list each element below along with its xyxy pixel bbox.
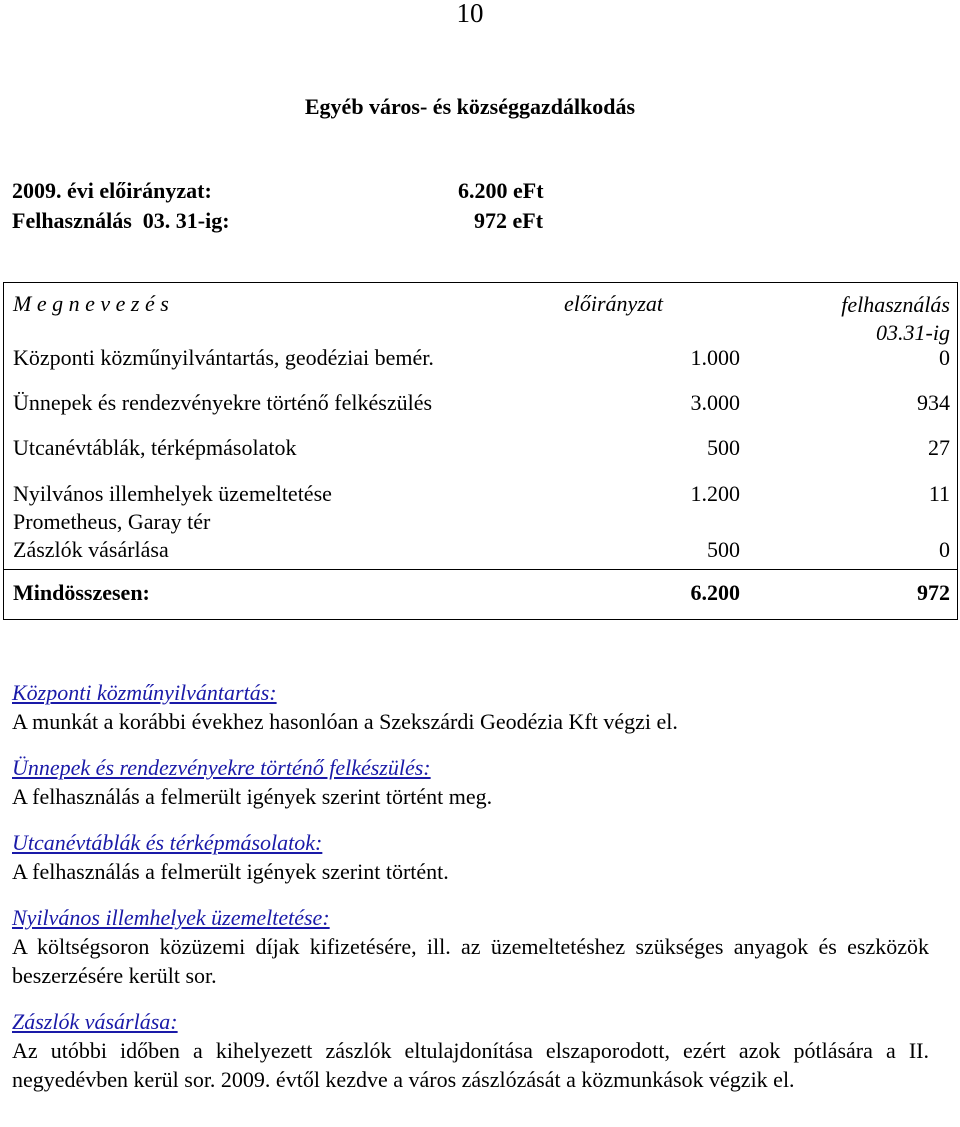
section-body: A felhasználás a felmerült igények szerint történt. — [12, 859, 449, 884]
table-divider — [4, 569, 957, 570]
table-row-plan: 500 — [707, 537, 740, 562]
section-public-utility-registry — [12, 678, 929, 736]
summary-budget-label: 2009. évi előirányzat: — [12, 178, 212, 203]
page-number: 10 — [456, 0, 484, 28]
table-row-plan: 1.000 — [690, 345, 740, 370]
table-row-used: 27 — [928, 435, 950, 460]
table-row-plan: 3.000 — [690, 390, 740, 415]
table-row-plan: 500 — [707, 435, 740, 460]
table-total-name: Mindösszesen: — [13, 580, 150, 605]
section-heading: Utcanévtáblák és térképmásolatok: — [12, 830, 323, 855]
table-total-plan: 6.200 — [690, 580, 740, 605]
table-row-used: 934 — [917, 390, 950, 415]
table-row-used: 0 — [939, 345, 950, 370]
section-body: Az utóbbi időben a kihelyezett zászlók eltulajdonítása elszaporodott, ezért azok pótlására a II. negyedévben kerül sor. 2009. évtől kezdve a város zászlózását a közmunkások végzik el. — [12, 1038, 929, 1092]
budget-table — [3, 282, 958, 620]
section-body: A felhasználás a felmerült igények szerint történt meg. — [12, 784, 493, 809]
table-header-used-line2: 03.31-ig — [876, 320, 950, 345]
section-heading: Nyilvános illemhelyek üzemeltetése: — [12, 905, 330, 930]
table-row-name: Központi közműnyilvántartás, geodéziai bemér. — [13, 345, 434, 370]
table-row-name: Utcanévtáblák, térképmásolatok — [13, 435, 297, 460]
section-flags — [12, 1007, 929, 1094]
table-header-used-line1: felhasználás — [841, 292, 950, 317]
table-row-name: Zászlók vásárlása — [13, 537, 169, 562]
section-public-toilets — [12, 903, 929, 990]
table-header-plan: előirányzat — [564, 291, 663, 316]
table-row-name-line2: Prometheus, Garay tér — [13, 509, 211, 534]
section-heading: Ünnepek és rendezvényekre történő felkészülés: — [12, 755, 431, 780]
section-heading: Központi közműnyilvántartás: — [12, 680, 277, 705]
table-total-used: 972 — [917, 580, 950, 605]
section-heading: Zászlók vásárlása: — [12, 1009, 178, 1034]
table-row-name: Nyilvános illemhelyek üzemeltetése — [13, 481, 332, 506]
table-row-used: 11 — [928, 481, 950, 506]
summary-usage-value: 972 eFt — [474, 208, 544, 233]
explanations — [12, 678, 929, 1111]
section-body: A munkát a korábbi évekhez hasonlóan a Szekszárdi Geodézia Kft végzi el. — [12, 709, 678, 734]
table-header-used — [810, 291, 950, 347]
summary-budget-value: 6.200 eFt — [458, 178, 544, 203]
table-row-used: 0 — [939, 537, 950, 562]
section-body: A költségsoron közüzemi díjak kifizetésére, ill. az üzemeltetéshez szükséges anyagok és eszközök beszerzésére került sor. — [12, 934, 929, 988]
page-title: Egyéb város- és községgazdálkodás — [304, 94, 636, 119]
section-events — [12, 753, 929, 811]
summary-usage-label: Felhasználás 03. 31-ig: — [12, 208, 230, 233]
table-header-name: M e g n e v e z é s — [13, 291, 169, 316]
table-row-name: Ünnepek és rendezvényekre történő felkészülés — [13, 390, 433, 415]
section-street-signs — [12, 828, 929, 886]
table-row-plan: 1.200 — [690, 481, 740, 506]
